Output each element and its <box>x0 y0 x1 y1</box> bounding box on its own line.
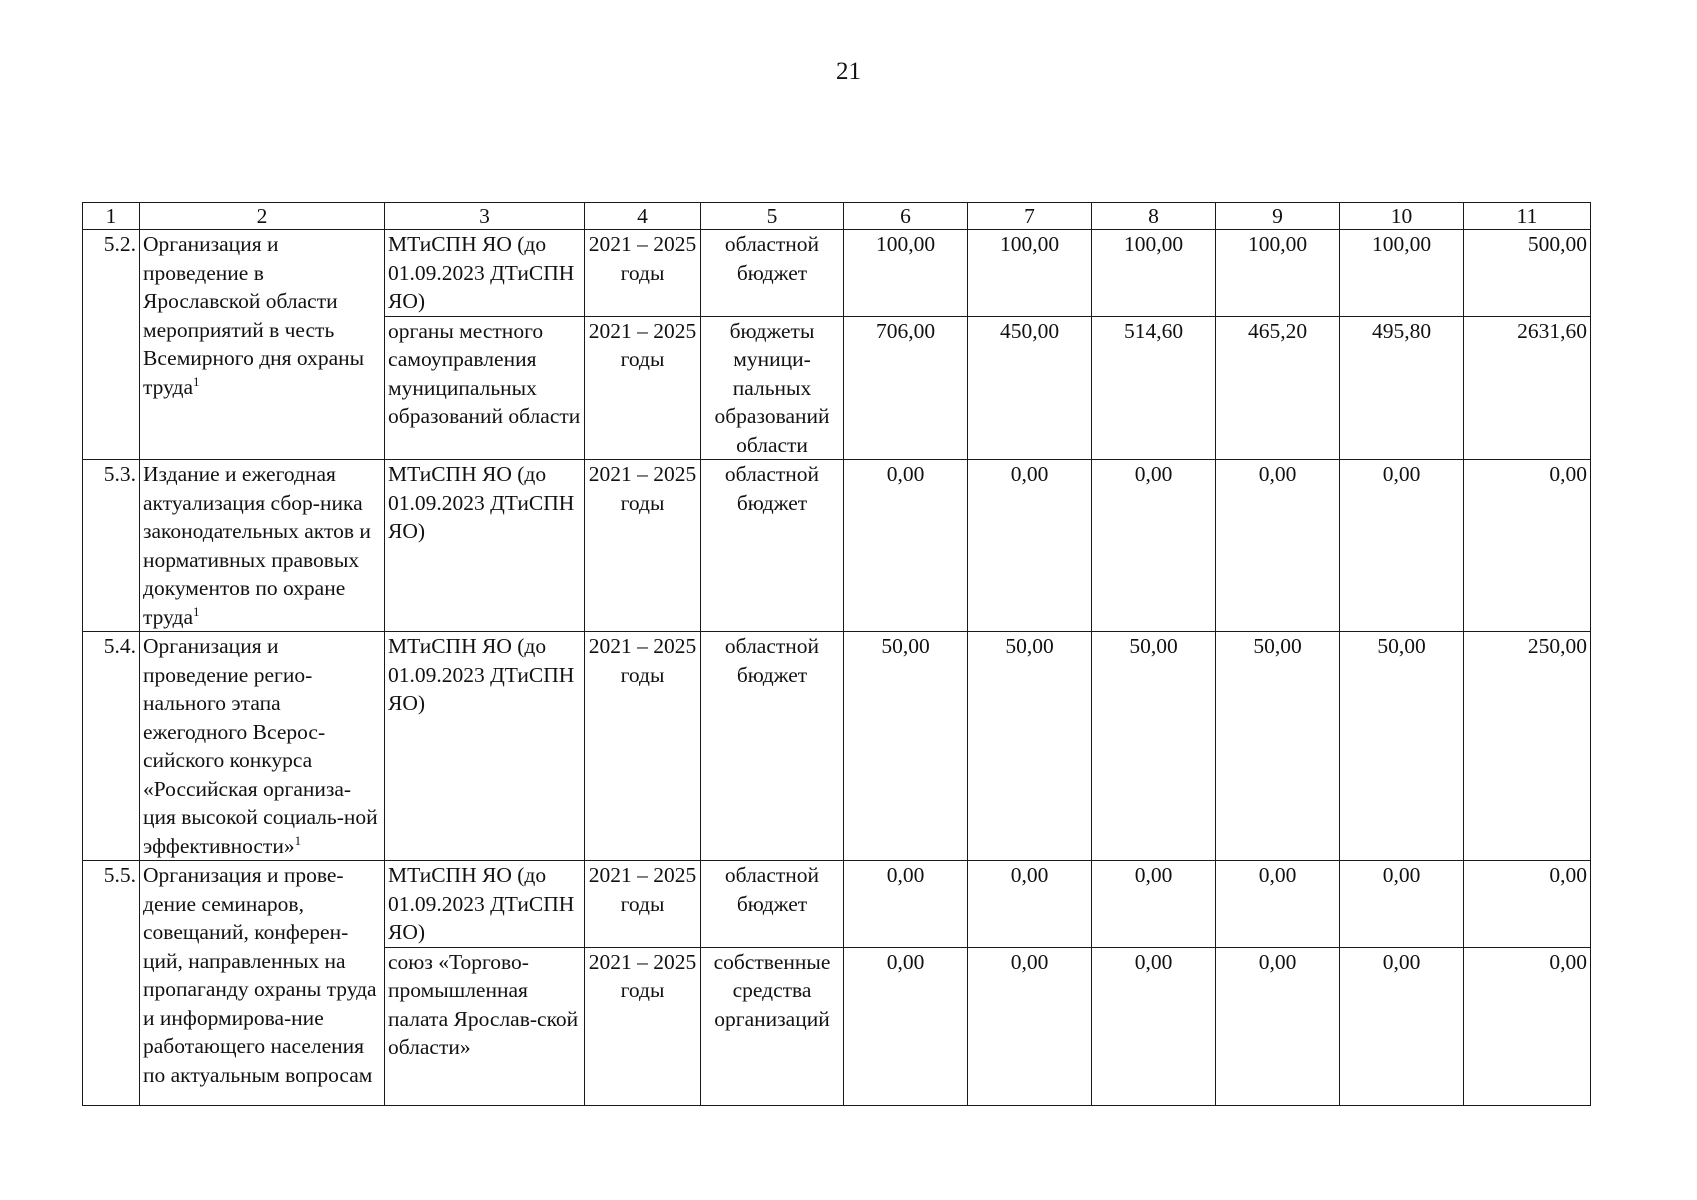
item-number: 5.5. <box>83 861 140 1106</box>
item-number: 5.2. <box>83 230 140 460</box>
activity-name <box>140 632 385 861</box>
funding-source: областной бюджет <box>701 230 844 317</box>
table-row <box>83 230 1591 317</box>
year-amount: 0,00 <box>1092 947 1216 1105</box>
program-table <box>82 202 1591 1106</box>
footnote-mark: 1 <box>193 373 200 389</box>
funding-source: бюджеты муници-пальных образований области <box>701 316 844 460</box>
term: 2021 – 2025 годы <box>585 947 701 1105</box>
footnote-mark: 1 <box>294 832 302 848</box>
term: 2021 – 2025 годы <box>585 861 701 948</box>
year-amount: 706,00 <box>844 316 968 460</box>
activity-name-text: Издание и ежегодная актуализация сбор-ника законодательных актов и нормативных правовых документов по охране труда <box>143 462 371 629</box>
year-amount: 0,00 <box>968 460 1092 632</box>
total-amount: 500,00 <box>1464 230 1591 317</box>
year-amount: 0,00 <box>844 861 968 948</box>
funding-source: областной бюджет <box>701 460 844 632</box>
column-number: 3 <box>385 203 585 230</box>
year-amount: 50,00 <box>1092 632 1216 861</box>
total-amount: 0,00 <box>1464 460 1591 632</box>
item-number: 5.3. <box>83 460 140 632</box>
term: 2021 – 2025 годы <box>585 316 701 460</box>
year-amount: 514,60 <box>1092 316 1216 460</box>
year-amount: 0,00 <box>1216 460 1340 632</box>
year-amount: 495,80 <box>1340 316 1464 460</box>
term: 2021 – 2025 годы <box>585 460 701 632</box>
executor: МТиСПН ЯО (до 01.09.2023 ДТиСПН ЯО) <box>385 460 585 632</box>
year-amount: 0,00 <box>1340 861 1464 948</box>
executor: МТиСПН ЯО (до 01.09.2023 ДТиСПН ЯО) <box>385 230 585 317</box>
column-number: 5 <box>701 203 844 230</box>
executor: МТиСПН ЯО (до 01.09.2023 ДТиСПН ЯО) <box>385 861 585 948</box>
column-number: 2 <box>140 203 385 230</box>
column-number: 9 <box>1216 203 1340 230</box>
footnote-mark: 1 <box>193 603 200 619</box>
term: 2021 – 2025 годы <box>585 632 701 861</box>
column-number: 8 <box>1092 203 1216 230</box>
table-row <box>83 632 1591 861</box>
column-number: 11 <box>1464 203 1591 230</box>
page-number: 21 <box>836 58 861 85</box>
column-number-row <box>83 203 1591 230</box>
table-row <box>83 460 1591 632</box>
item-number: 5.4. <box>83 632 140 861</box>
year-amount: 50,00 <box>844 632 968 861</box>
executor: союз «Торгово-промышленная палата Ярослав-ской области» <box>385 947 585 1105</box>
activity-name-text: Организация и проведение регио-нального этапа ежегодного Всерос-сийского конкурса «Российская организа-ция высокой социаль-ной эффективности» <box>143 634 378 858</box>
activity-name <box>140 861 385 1106</box>
funding-source: собственные средства организаций <box>701 947 844 1105</box>
funding-source: областной бюджет <box>701 861 844 948</box>
year-amount: 0,00 <box>968 861 1092 948</box>
activity-name-text: Организация и прове-дение семинаров, совещаний, конферен-ций, направленных на пропаганду охраны труда и информирова-ние работающего населения по актуальным вопросам <box>143 863 377 1087</box>
year-amount: 0,00 <box>968 947 1092 1105</box>
year-amount: 50,00 <box>1340 632 1464 861</box>
year-amount: 465,20 <box>1216 316 1340 460</box>
table-row <box>83 861 1591 948</box>
total-amount: 2631,60 <box>1464 316 1591 460</box>
year-amount: 0,00 <box>844 947 968 1105</box>
total-amount: 0,00 <box>1464 947 1591 1105</box>
year-amount: 0,00 <box>1340 460 1464 632</box>
year-amount: 0,00 <box>1216 947 1340 1105</box>
executor: МТиСПН ЯО (до 01.09.2023 ДТиСПН ЯО) <box>385 632 585 861</box>
column-number: 6 <box>844 203 968 230</box>
year-amount: 0,00 <box>1216 861 1340 948</box>
year-amount: 100,00 <box>844 230 968 317</box>
year-amount: 0,00 <box>1092 460 1216 632</box>
year-amount: 0,00 <box>844 460 968 632</box>
column-number: 4 <box>585 203 701 230</box>
year-amount: 50,00 <box>1216 632 1340 861</box>
activity-name-text: Организация и проведение в Ярославской области мероприятий в честь Всемирного дня охраны труда <box>143 232 365 399</box>
year-amount: 50,00 <box>968 632 1092 861</box>
total-amount: 250,00 <box>1464 632 1591 861</box>
total-amount: 0,00 <box>1464 861 1591 948</box>
column-number: 10 <box>1340 203 1464 230</box>
year-amount: 100,00 <box>1216 230 1340 317</box>
activity-name <box>140 230 385 460</box>
activity-name <box>140 460 385 632</box>
year-amount: 100,00 <box>968 230 1092 317</box>
year-amount: 100,00 <box>1092 230 1216 317</box>
term: 2021 – 2025 годы <box>585 230 701 317</box>
year-amount: 100,00 <box>1340 230 1464 317</box>
column-number: 7 <box>968 203 1092 230</box>
executor: органы местного самоуправления муниципальных образований области <box>385 316 585 460</box>
column-number: 1 <box>83 203 140 230</box>
year-amount: 0,00 <box>1340 947 1464 1105</box>
table-body <box>83 230 1591 1106</box>
year-amount: 0,00 <box>1092 861 1216 948</box>
funding-source: областной бюджет <box>701 632 844 861</box>
year-amount: 450,00 <box>968 316 1092 460</box>
